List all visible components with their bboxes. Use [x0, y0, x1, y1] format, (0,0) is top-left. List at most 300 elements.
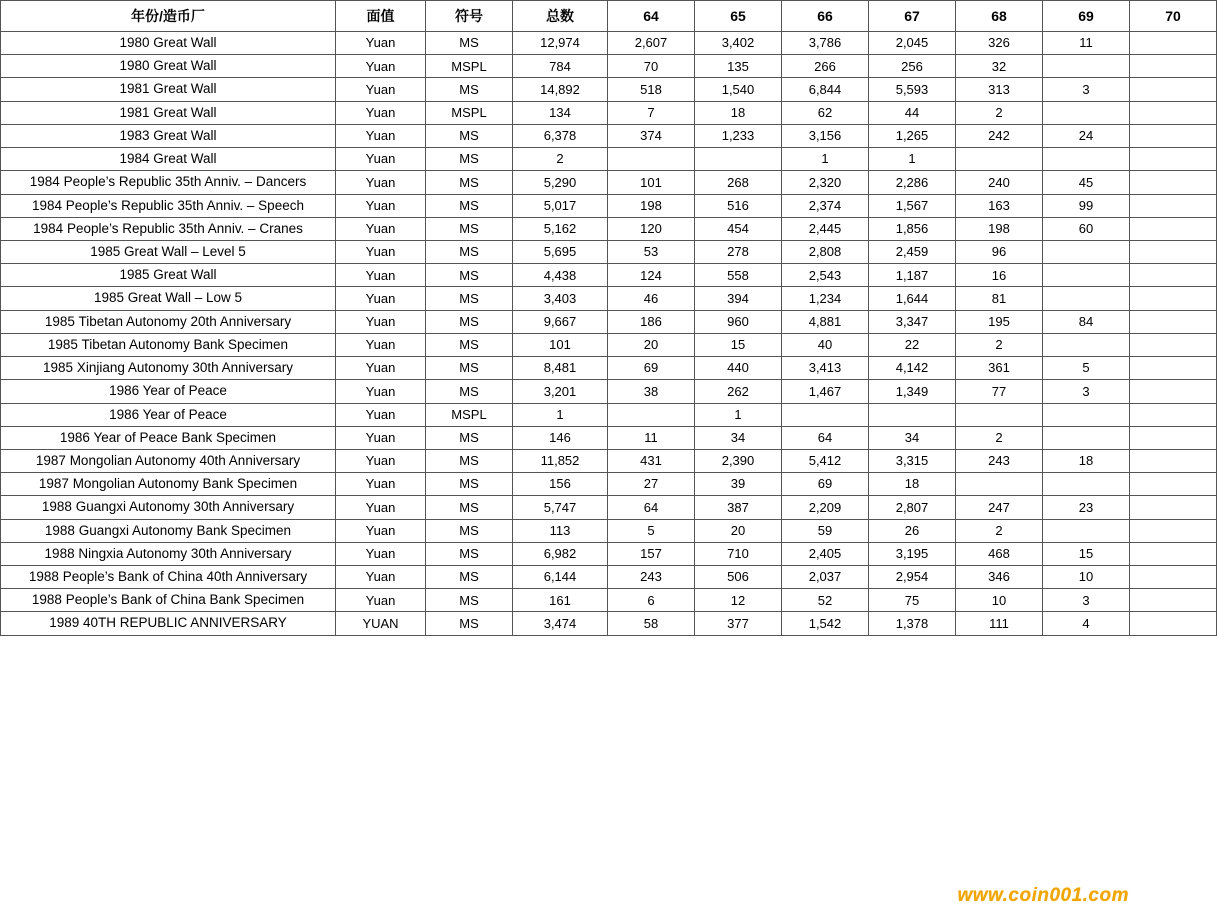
cell-g67: 5,593 — [869, 78, 956, 101]
cell-g68: 468 — [956, 542, 1043, 565]
cell-coin-name: 1985 Tibetan Autonomy Bank Specimen — [1, 333, 336, 356]
cell-g66: 64 — [782, 426, 869, 449]
cell-denom: Yuan — [336, 496, 426, 519]
cell-g68 — [956, 148, 1043, 171]
cell-denom: Yuan — [336, 55, 426, 78]
cell-g70 — [1130, 449, 1217, 472]
cell-g65: 1,540 — [695, 78, 782, 101]
header-row — [1, 1, 1217, 32]
cell-g68: 195 — [956, 310, 1043, 333]
cell-g64: 186 — [608, 310, 695, 333]
cell-g69 — [1043, 101, 1130, 124]
cell-symbol: MS — [426, 449, 513, 472]
cell-g69 — [1043, 403, 1130, 426]
cell-g66: 1 — [782, 148, 869, 171]
cell-g65: 1 — [695, 403, 782, 426]
table-body — [1, 32, 1217, 636]
cell-coin-name: 1984 Great Wall — [1, 148, 336, 171]
cell-g69: 10 — [1043, 566, 1130, 589]
cell-total: 5,017 — [513, 194, 608, 217]
cell-g68: 10 — [956, 589, 1043, 612]
cell-symbol: MS — [426, 380, 513, 403]
cell-g65: 1,233 — [695, 124, 782, 147]
cell-total: 156 — [513, 473, 608, 496]
cell-g68: 77 — [956, 380, 1043, 403]
cell-g65: 394 — [695, 287, 782, 310]
cell-g65: 454 — [695, 217, 782, 240]
cell-g69 — [1043, 473, 1130, 496]
cell-total: 2 — [513, 148, 608, 171]
cell-g64: 124 — [608, 264, 695, 287]
cell-coin-name: 1980 Great Wall — [1, 32, 336, 55]
cell-g68: 96 — [956, 240, 1043, 263]
table-row — [1, 217, 1217, 240]
cell-g70 — [1130, 566, 1217, 589]
cell-g66: 2,405 — [782, 542, 869, 565]
cell-coin-name: 1981 Great Wall — [1, 101, 336, 124]
cell-g67: 26 — [869, 519, 956, 542]
cell-coin-name: 1985 Great Wall – Low 5 — [1, 287, 336, 310]
cell-g66: 52 — [782, 589, 869, 612]
cell-g68: 240 — [956, 171, 1043, 194]
cell-coin-name: 1985 Great Wall – Level 5 — [1, 240, 336, 263]
cell-g69: 15 — [1043, 542, 1130, 565]
cell-g67: 18 — [869, 473, 956, 496]
cell-total: 4,438 — [513, 264, 608, 287]
cell-g67: 1,265 — [869, 124, 956, 147]
cell-symbol: MS — [426, 566, 513, 589]
cell-denom: Yuan — [336, 217, 426, 240]
cell-g65: 516 — [695, 194, 782, 217]
cell-g66: 5,412 — [782, 449, 869, 472]
cell-g68: 2 — [956, 101, 1043, 124]
cell-denom: Yuan — [336, 403, 426, 426]
cell-coin-name: 1985 Great Wall — [1, 264, 336, 287]
cell-coin-name: 1984 People’s Republic 35th Anniv. – Speech — [1, 194, 336, 217]
cell-g70 — [1130, 78, 1217, 101]
column-header-grade-69: 69 — [1043, 1, 1130, 32]
table-row — [1, 542, 1217, 565]
cell-symbol: MS — [426, 287, 513, 310]
cell-g67: 22 — [869, 333, 956, 356]
cell-g66: 2,808 — [782, 240, 869, 263]
cell-total: 6,144 — [513, 566, 608, 589]
cell-g66: 59 — [782, 519, 869, 542]
cell-g65: 18 — [695, 101, 782, 124]
cell-g67: 2,807 — [869, 496, 956, 519]
cell-coin-name: 1986 Year of Peace Bank Specimen — [1, 426, 336, 449]
cell-g69 — [1043, 426, 1130, 449]
cell-symbol: MS — [426, 78, 513, 101]
cell-g64: 518 — [608, 78, 695, 101]
cell-g69: 60 — [1043, 217, 1130, 240]
table-row — [1, 171, 1217, 194]
cell-g67: 1,567 — [869, 194, 956, 217]
cell-symbol: MS — [426, 333, 513, 356]
cell-denom: Yuan — [336, 380, 426, 403]
table-row — [1, 148, 1217, 171]
cell-total: 8,481 — [513, 357, 608, 380]
cell-denom: Yuan — [336, 287, 426, 310]
cell-g69: 5 — [1043, 357, 1130, 380]
cell-g66: 2,374 — [782, 194, 869, 217]
cell-g69 — [1043, 55, 1130, 78]
cell-g64 — [608, 148, 695, 171]
cell-g67: 4,142 — [869, 357, 956, 380]
cell-g65: 506 — [695, 566, 782, 589]
cell-denom: Yuan — [336, 589, 426, 612]
cell-g64: 431 — [608, 449, 695, 472]
cell-g64: 69 — [608, 357, 695, 380]
cell-g65: 20 — [695, 519, 782, 542]
cell-symbol: MS — [426, 194, 513, 217]
column-header-denomination: 面值 — [336, 1, 426, 32]
table-row — [1, 519, 1217, 542]
table-row — [1, 589, 1217, 612]
cell-denom: Yuan — [336, 310, 426, 333]
cell-total: 3,403 — [513, 287, 608, 310]
cell-g64: 374 — [608, 124, 695, 147]
cell-g69 — [1043, 287, 1130, 310]
cell-total: 1 — [513, 403, 608, 426]
cell-g64: 53 — [608, 240, 695, 263]
cell-g67: 3,195 — [869, 542, 956, 565]
table-row — [1, 124, 1217, 147]
cell-coin-name: 1984 People’s Republic 35th Anniv. – Cranes — [1, 217, 336, 240]
cell-denom: Yuan — [336, 240, 426, 263]
cell-g68: 111 — [956, 612, 1043, 635]
cell-g65: 440 — [695, 357, 782, 380]
site-watermark: www.coin001.com — [957, 885, 1129, 906]
table-row — [1, 310, 1217, 333]
cell-total: 113 — [513, 519, 608, 542]
cell-g66: 2,037 — [782, 566, 869, 589]
column-header-symbol: 符号 — [426, 1, 513, 32]
table-row — [1, 78, 1217, 101]
cell-symbol: MS — [426, 357, 513, 380]
cell-total: 146 — [513, 426, 608, 449]
cell-g65: 387 — [695, 496, 782, 519]
cell-g70 — [1130, 124, 1217, 147]
cell-g70 — [1130, 310, 1217, 333]
cell-g70 — [1130, 357, 1217, 380]
cell-symbol: MS — [426, 217, 513, 240]
cell-g68: 2 — [956, 333, 1043, 356]
cell-symbol: MS — [426, 612, 513, 635]
cell-denom: Yuan — [336, 124, 426, 147]
cell-denom: Yuan — [336, 194, 426, 217]
cell-g68: 242 — [956, 124, 1043, 147]
cell-g67: 3,347 — [869, 310, 956, 333]
cell-coin-name: 1981 Great Wall — [1, 78, 336, 101]
cell-g66: 6,844 — [782, 78, 869, 101]
cell-g65: 710 — [695, 542, 782, 565]
cell-g68: 243 — [956, 449, 1043, 472]
cell-g65: 262 — [695, 380, 782, 403]
column-header-grade-64: 64 — [608, 1, 695, 32]
cell-coin-name: 1985 Tibetan Autonomy 20th Anniversary — [1, 310, 336, 333]
cell-symbol: MS — [426, 264, 513, 287]
table-row — [1, 32, 1217, 55]
cell-coin-name: 1989 40TH REPUBLIC ANNIVERSARY — [1, 612, 336, 635]
cell-g66: 69 — [782, 473, 869, 496]
cell-coin-name: 1984 People’s Republic 35th Anniv. – Dancers — [1, 171, 336, 194]
cell-g70 — [1130, 426, 1217, 449]
cell-denom: Yuan — [336, 566, 426, 589]
cell-g64: 101 — [608, 171, 695, 194]
cell-coin-name: 1986 Year of Peace — [1, 403, 336, 426]
table-row — [1, 333, 1217, 356]
cell-g69: 45 — [1043, 171, 1130, 194]
table-row — [1, 240, 1217, 263]
cell-denom: Yuan — [336, 32, 426, 55]
cell-g65: 278 — [695, 240, 782, 263]
cell-total: 3,201 — [513, 380, 608, 403]
cell-g68: 16 — [956, 264, 1043, 287]
cell-g66: 1,542 — [782, 612, 869, 635]
table-header — [1, 1, 1217, 32]
cell-total: 5,695 — [513, 240, 608, 263]
cell-g64: 70 — [608, 55, 695, 78]
cell-symbol: MS — [426, 589, 513, 612]
table-row — [1, 403, 1217, 426]
cell-g67: 2,459 — [869, 240, 956, 263]
cell-total: 3,474 — [513, 612, 608, 635]
cell-g64: 5 — [608, 519, 695, 542]
table-row — [1, 357, 1217, 380]
cell-g69 — [1043, 519, 1130, 542]
cell-g67: 3,315 — [869, 449, 956, 472]
cell-g69: 18 — [1043, 449, 1130, 472]
cell-g68: 313 — [956, 78, 1043, 101]
cell-g65: 135 — [695, 55, 782, 78]
cell-g69: 3 — [1043, 78, 1130, 101]
cell-denom: Yuan — [336, 148, 426, 171]
cell-coin-name: 1988 Guangxi Autonomy 30th Anniversary — [1, 496, 336, 519]
cell-g65: 12 — [695, 589, 782, 612]
cell-g70 — [1130, 380, 1217, 403]
cell-g69: 24 — [1043, 124, 1130, 147]
cell-coin-name: 1988 People’s Bank of China 40th Anniversary — [1, 566, 336, 589]
cell-g67: 2,954 — [869, 566, 956, 589]
cell-g70 — [1130, 32, 1217, 55]
cell-g68: 326 — [956, 32, 1043, 55]
table-row — [1, 496, 1217, 519]
cell-g69 — [1043, 264, 1130, 287]
cell-g66: 3,413 — [782, 357, 869, 380]
cell-g70 — [1130, 519, 1217, 542]
cell-total: 161 — [513, 589, 608, 612]
cell-denom: Yuan — [336, 426, 426, 449]
cell-coin-name: 1987 Mongolian Autonomy 40th Anniversary — [1, 449, 336, 472]
column-header-grade-67: 67 — [869, 1, 956, 32]
cell-g65: 268 — [695, 171, 782, 194]
cell-g65: 558 — [695, 264, 782, 287]
table-row — [1, 566, 1217, 589]
cell-g66: 2,543 — [782, 264, 869, 287]
cell-g67 — [869, 403, 956, 426]
cell-denom: Yuan — [336, 264, 426, 287]
cell-g67: 2,286 — [869, 171, 956, 194]
cell-coin-name: 1988 Ningxia Autonomy 30th Anniversary — [1, 542, 336, 565]
cell-denom: Yuan — [336, 101, 426, 124]
cell-g69: 84 — [1043, 310, 1130, 333]
cell-g66: 4,881 — [782, 310, 869, 333]
cell-g65 — [695, 148, 782, 171]
cell-g68: 163 — [956, 194, 1043, 217]
column-header-name: 年份/造币厂 — [1, 1, 336, 32]
cell-g66: 62 — [782, 101, 869, 124]
cell-g66: 40 — [782, 333, 869, 356]
cell-symbol: MSPL — [426, 101, 513, 124]
cell-total: 134 — [513, 101, 608, 124]
table-row — [1, 264, 1217, 287]
cell-denom: YUAN — [336, 612, 426, 635]
cell-g69 — [1043, 148, 1130, 171]
cell-symbol: MS — [426, 32, 513, 55]
cell-g65: 960 — [695, 310, 782, 333]
cell-g68: 361 — [956, 357, 1043, 380]
cell-g67: 75 — [869, 589, 956, 612]
table-row — [1, 426, 1217, 449]
cell-g65: 34 — [695, 426, 782, 449]
cell-denom: Yuan — [336, 171, 426, 194]
cell-g70 — [1130, 148, 1217, 171]
cell-g64: 120 — [608, 217, 695, 240]
cell-g64: 243 — [608, 566, 695, 589]
cell-g65: 377 — [695, 612, 782, 635]
cell-g70 — [1130, 496, 1217, 519]
cell-g68: 198 — [956, 217, 1043, 240]
cell-g67: 1,378 — [869, 612, 956, 635]
cell-symbol: MS — [426, 240, 513, 263]
cell-g64: 58 — [608, 612, 695, 635]
cell-symbol: MS — [426, 542, 513, 565]
cell-coin-name: 1988 Guangxi Autonomy Bank Specimen — [1, 519, 336, 542]
cell-g70 — [1130, 612, 1217, 635]
cell-g68: 346 — [956, 566, 1043, 589]
cell-g64: 7 — [608, 101, 695, 124]
cell-g66: 2,209 — [782, 496, 869, 519]
cell-g64: 20 — [608, 333, 695, 356]
cell-denom: Yuan — [336, 357, 426, 380]
cell-g69: 4 — [1043, 612, 1130, 635]
cell-g69 — [1043, 240, 1130, 263]
cell-coin-name: 1986 Year of Peace — [1, 380, 336, 403]
cell-total: 5,290 — [513, 171, 608, 194]
cell-g66 — [782, 403, 869, 426]
cell-g66: 3,786 — [782, 32, 869, 55]
cell-g70 — [1130, 240, 1217, 263]
cell-symbol: MS — [426, 473, 513, 496]
column-header-total: 总数 — [513, 1, 608, 32]
cell-g70 — [1130, 217, 1217, 240]
cell-g69: 3 — [1043, 589, 1130, 612]
cell-g70 — [1130, 264, 1217, 287]
column-header-grade-66: 66 — [782, 1, 869, 32]
cell-total: 5,747 — [513, 496, 608, 519]
cell-g68: 32 — [956, 55, 1043, 78]
cell-g65: 15 — [695, 333, 782, 356]
cell-g70 — [1130, 473, 1217, 496]
cell-g64: 27 — [608, 473, 695, 496]
table-row — [1, 55, 1217, 78]
cell-g69: 3 — [1043, 380, 1130, 403]
cell-total: 101 — [513, 333, 608, 356]
cell-g68: 81 — [956, 287, 1043, 310]
cell-coin-name: 1985 Xinjiang Autonomy 30th Anniversary — [1, 357, 336, 380]
cell-symbol: MSPL — [426, 403, 513, 426]
cell-coin-name: 1980 Great Wall — [1, 55, 336, 78]
cell-symbol: MS — [426, 519, 513, 542]
cell-g67: 1,856 — [869, 217, 956, 240]
cell-g67: 2,045 — [869, 32, 956, 55]
cell-g64: 6 — [608, 589, 695, 612]
cell-g64: 2,607 — [608, 32, 695, 55]
table-row — [1, 287, 1217, 310]
table-row — [1, 194, 1217, 217]
cell-g64: 198 — [608, 194, 695, 217]
cell-g66: 2,320 — [782, 171, 869, 194]
cell-g68: 2 — [956, 519, 1043, 542]
cell-g67: 44 — [869, 101, 956, 124]
cell-denom: Yuan — [336, 78, 426, 101]
cell-g64: 46 — [608, 287, 695, 310]
cell-denom: Yuan — [336, 449, 426, 472]
cell-total: 6,982 — [513, 542, 608, 565]
cell-g69: 11 — [1043, 32, 1130, 55]
cell-g70 — [1130, 194, 1217, 217]
cell-coin-name: 1987 Mongolian Autonomy Bank Specimen — [1, 473, 336, 496]
cell-denom: Yuan — [336, 333, 426, 356]
cell-g65: 2,390 — [695, 449, 782, 472]
cell-g66: 1,467 — [782, 380, 869, 403]
table-row — [1, 473, 1217, 496]
cell-g67: 256 — [869, 55, 956, 78]
cell-g70 — [1130, 171, 1217, 194]
cell-g66: 266 — [782, 55, 869, 78]
cell-g67: 1,349 — [869, 380, 956, 403]
cell-g64: 157 — [608, 542, 695, 565]
table-row — [1, 101, 1217, 124]
cell-total: 12,974 — [513, 32, 608, 55]
cell-g68: 2 — [956, 426, 1043, 449]
cell-symbol: MS — [426, 171, 513, 194]
cell-g68 — [956, 403, 1043, 426]
cell-coin-name: 1983 Great Wall — [1, 124, 336, 147]
cell-total: 11,852 — [513, 449, 608, 472]
cell-symbol: MSPL — [426, 55, 513, 78]
cell-g64 — [608, 403, 695, 426]
cell-g66: 3,156 — [782, 124, 869, 147]
cell-denom: Yuan — [336, 473, 426, 496]
cell-g67: 1,644 — [869, 287, 956, 310]
cell-symbol: MS — [426, 426, 513, 449]
cell-g65: 39 — [695, 473, 782, 496]
column-header-grade-70: 70 — [1130, 1, 1217, 32]
cell-symbol: MS — [426, 124, 513, 147]
cell-g70 — [1130, 55, 1217, 78]
cell-g70 — [1130, 101, 1217, 124]
table-row — [1, 612, 1217, 635]
cell-g70 — [1130, 542, 1217, 565]
cell-symbol: MS — [426, 148, 513, 171]
cell-g69: 99 — [1043, 194, 1130, 217]
cell-g64: 11 — [608, 426, 695, 449]
cell-g69: 23 — [1043, 496, 1130, 519]
cell-g64: 64 — [608, 496, 695, 519]
cell-g66: 1,234 — [782, 287, 869, 310]
